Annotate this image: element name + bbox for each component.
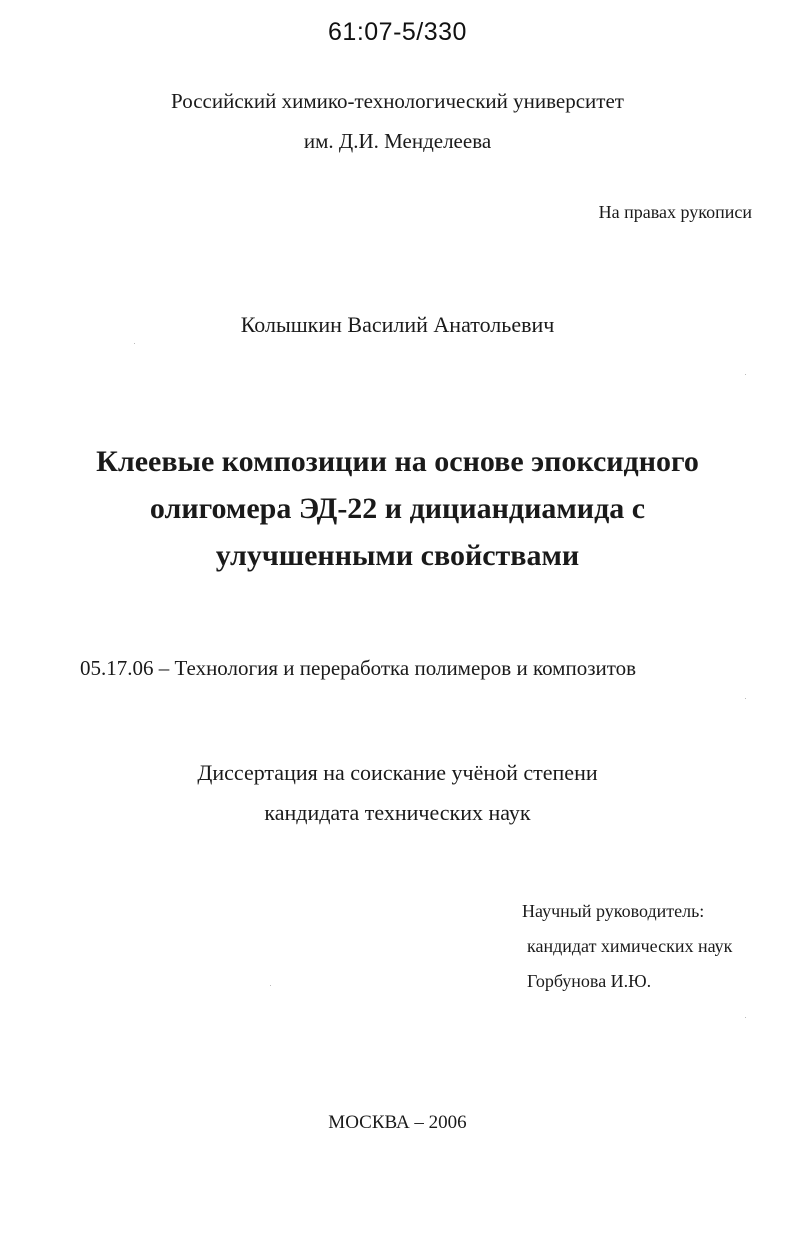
advisor-label: Научный руководитель: xyxy=(522,901,705,921)
advisor-rank: кандидат химических наук xyxy=(527,936,733,956)
institution-dedication: им. Д.И. Менделеева xyxy=(303,129,492,153)
archive-code: 61:07-5/330 xyxy=(328,18,467,46)
title-line-3: улучшенными свойствами xyxy=(215,539,580,572)
scan-speck xyxy=(745,698,746,699)
author-name: Колышкин Василий Анатольевич xyxy=(240,312,555,337)
specialty-code: 05.17.06 – Технология и переработка полимеров и композитов xyxy=(80,656,637,680)
scan-speck xyxy=(134,343,135,344)
degree-line-1: Диссертация на соискание учёной степени xyxy=(197,760,598,785)
scan-speck xyxy=(745,374,746,375)
institution-name: Российский химико-технологический университет xyxy=(171,89,624,113)
dissertation-title xyxy=(60,438,735,579)
title-line-2: олигомера ЭД-22 и дициандиамида с xyxy=(149,492,646,525)
city-year: МОСКВА – 2006 xyxy=(328,1112,467,1133)
scan-speck xyxy=(270,985,271,986)
scan-speck xyxy=(745,1017,746,1018)
title-line-1: Клеевые композиции на основе эпоксидного xyxy=(96,445,699,478)
advisor-name: Горбунова И.Ю. xyxy=(527,971,652,991)
degree-line-2: кандидата технических наук xyxy=(264,800,531,825)
rights-note: На правах рукописи xyxy=(598,202,752,222)
